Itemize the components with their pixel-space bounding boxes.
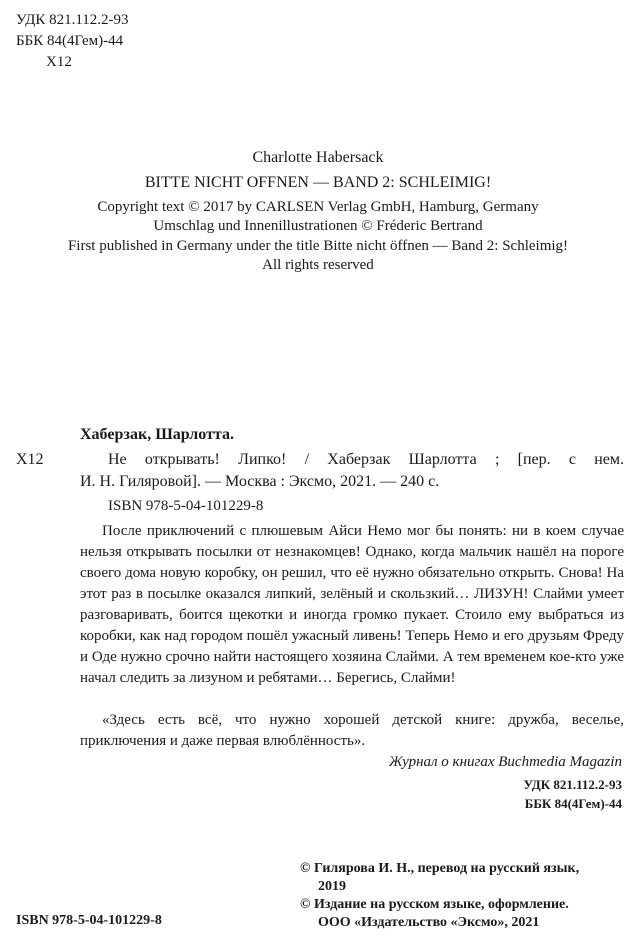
copyright-edition-line-1: © Издание на русском языке, оформление. xyxy=(300,897,569,912)
copyright-line-1: Copyright text © 2017 by CARLSEN Verlag GmbH, Hamburg, Germany xyxy=(97,199,539,215)
copyright-line-4: All rights reserved xyxy=(262,257,374,273)
original-author: Charlotte Habersack xyxy=(252,149,384,166)
copyright-line-3: First published in Germany under the title Bitte nicht öffnen — Band 2: Schleimig! xyxy=(67,238,569,254)
copyright-line-2: Umschlag und Innenillustrationen © Fréderic Bertrand xyxy=(153,218,483,234)
udk-code: УДК 821.112.2-93 xyxy=(16,12,129,28)
catalog-line-1: Не открывать! Липко! / Хаберзак Шарлотта ; [пер. с нем. xyxy=(108,451,624,468)
original-title: BITTE NICHT OFFNEN — BAND 2: SCHLEIMIG! xyxy=(144,174,492,191)
copyright-translation-line-1: © Гилярова И. Н., перевод на русский язык, xyxy=(300,861,580,876)
catalog-isbn: ISBN 978-5-04-101229-8 xyxy=(108,498,264,514)
catalog-heading: Хаберзак, Шарлотта. xyxy=(80,426,234,443)
annotation-quote: «Здесь есть всё, что нужно хорошей детской книге: дружба, веселье, приключения и даже первая влюблённость». xyxy=(80,712,624,749)
catalog-line-2: И. Н. Гиляровой]. — Москва : Эксмо, 2021. — 240 с. xyxy=(80,473,440,490)
author-mark-code: Х12 xyxy=(46,54,72,70)
bbk-bottom: ББК 84(4Гем)-44 xyxy=(524,796,622,811)
udk-bottom: УДК 821.112.2-93 xyxy=(523,777,622,792)
catalog-author-mark: Х12 xyxy=(16,451,44,468)
annotation-text: После приключений с плюшевым Айси Немо мог бы понять: ни в коем случае нельзя открывать посылки от незнакомцев! Однако, когда мальчик нашёл на пороге своего дома новую коробку, он решил, что её нужно обязательно открыть. Снова! На этот раз в посылке оказался липкий, зелёный и скользкий… ЛИЗУН! Слайми умеет разговаривать, боится щекотки и иногда громко пукает. Стоило ему выбраться из коробки, как над городом пошёл ужасный ливень! Теперь Немо и его друзьям Фреду и Оде нужно срочно найти настоящего хозяина Слайми. А тем временем кое-кто уже начал следить за лизуном и ребятами… Берегись, Слайми! xyxy=(80,523,624,686)
copyright-edition-line-2: ООО «Издательство «Эксмо», 2021 xyxy=(318,915,540,930)
quote-source: Журнал о книгах Buchmedia Magazin xyxy=(388,754,622,770)
footer-isbn: ISBN 978-5-04-101229-8 xyxy=(16,913,162,928)
copyright-translation-line-2: 2019 xyxy=(318,879,346,894)
bbk-code: ББК 84(4Гем)-44 xyxy=(16,33,124,49)
